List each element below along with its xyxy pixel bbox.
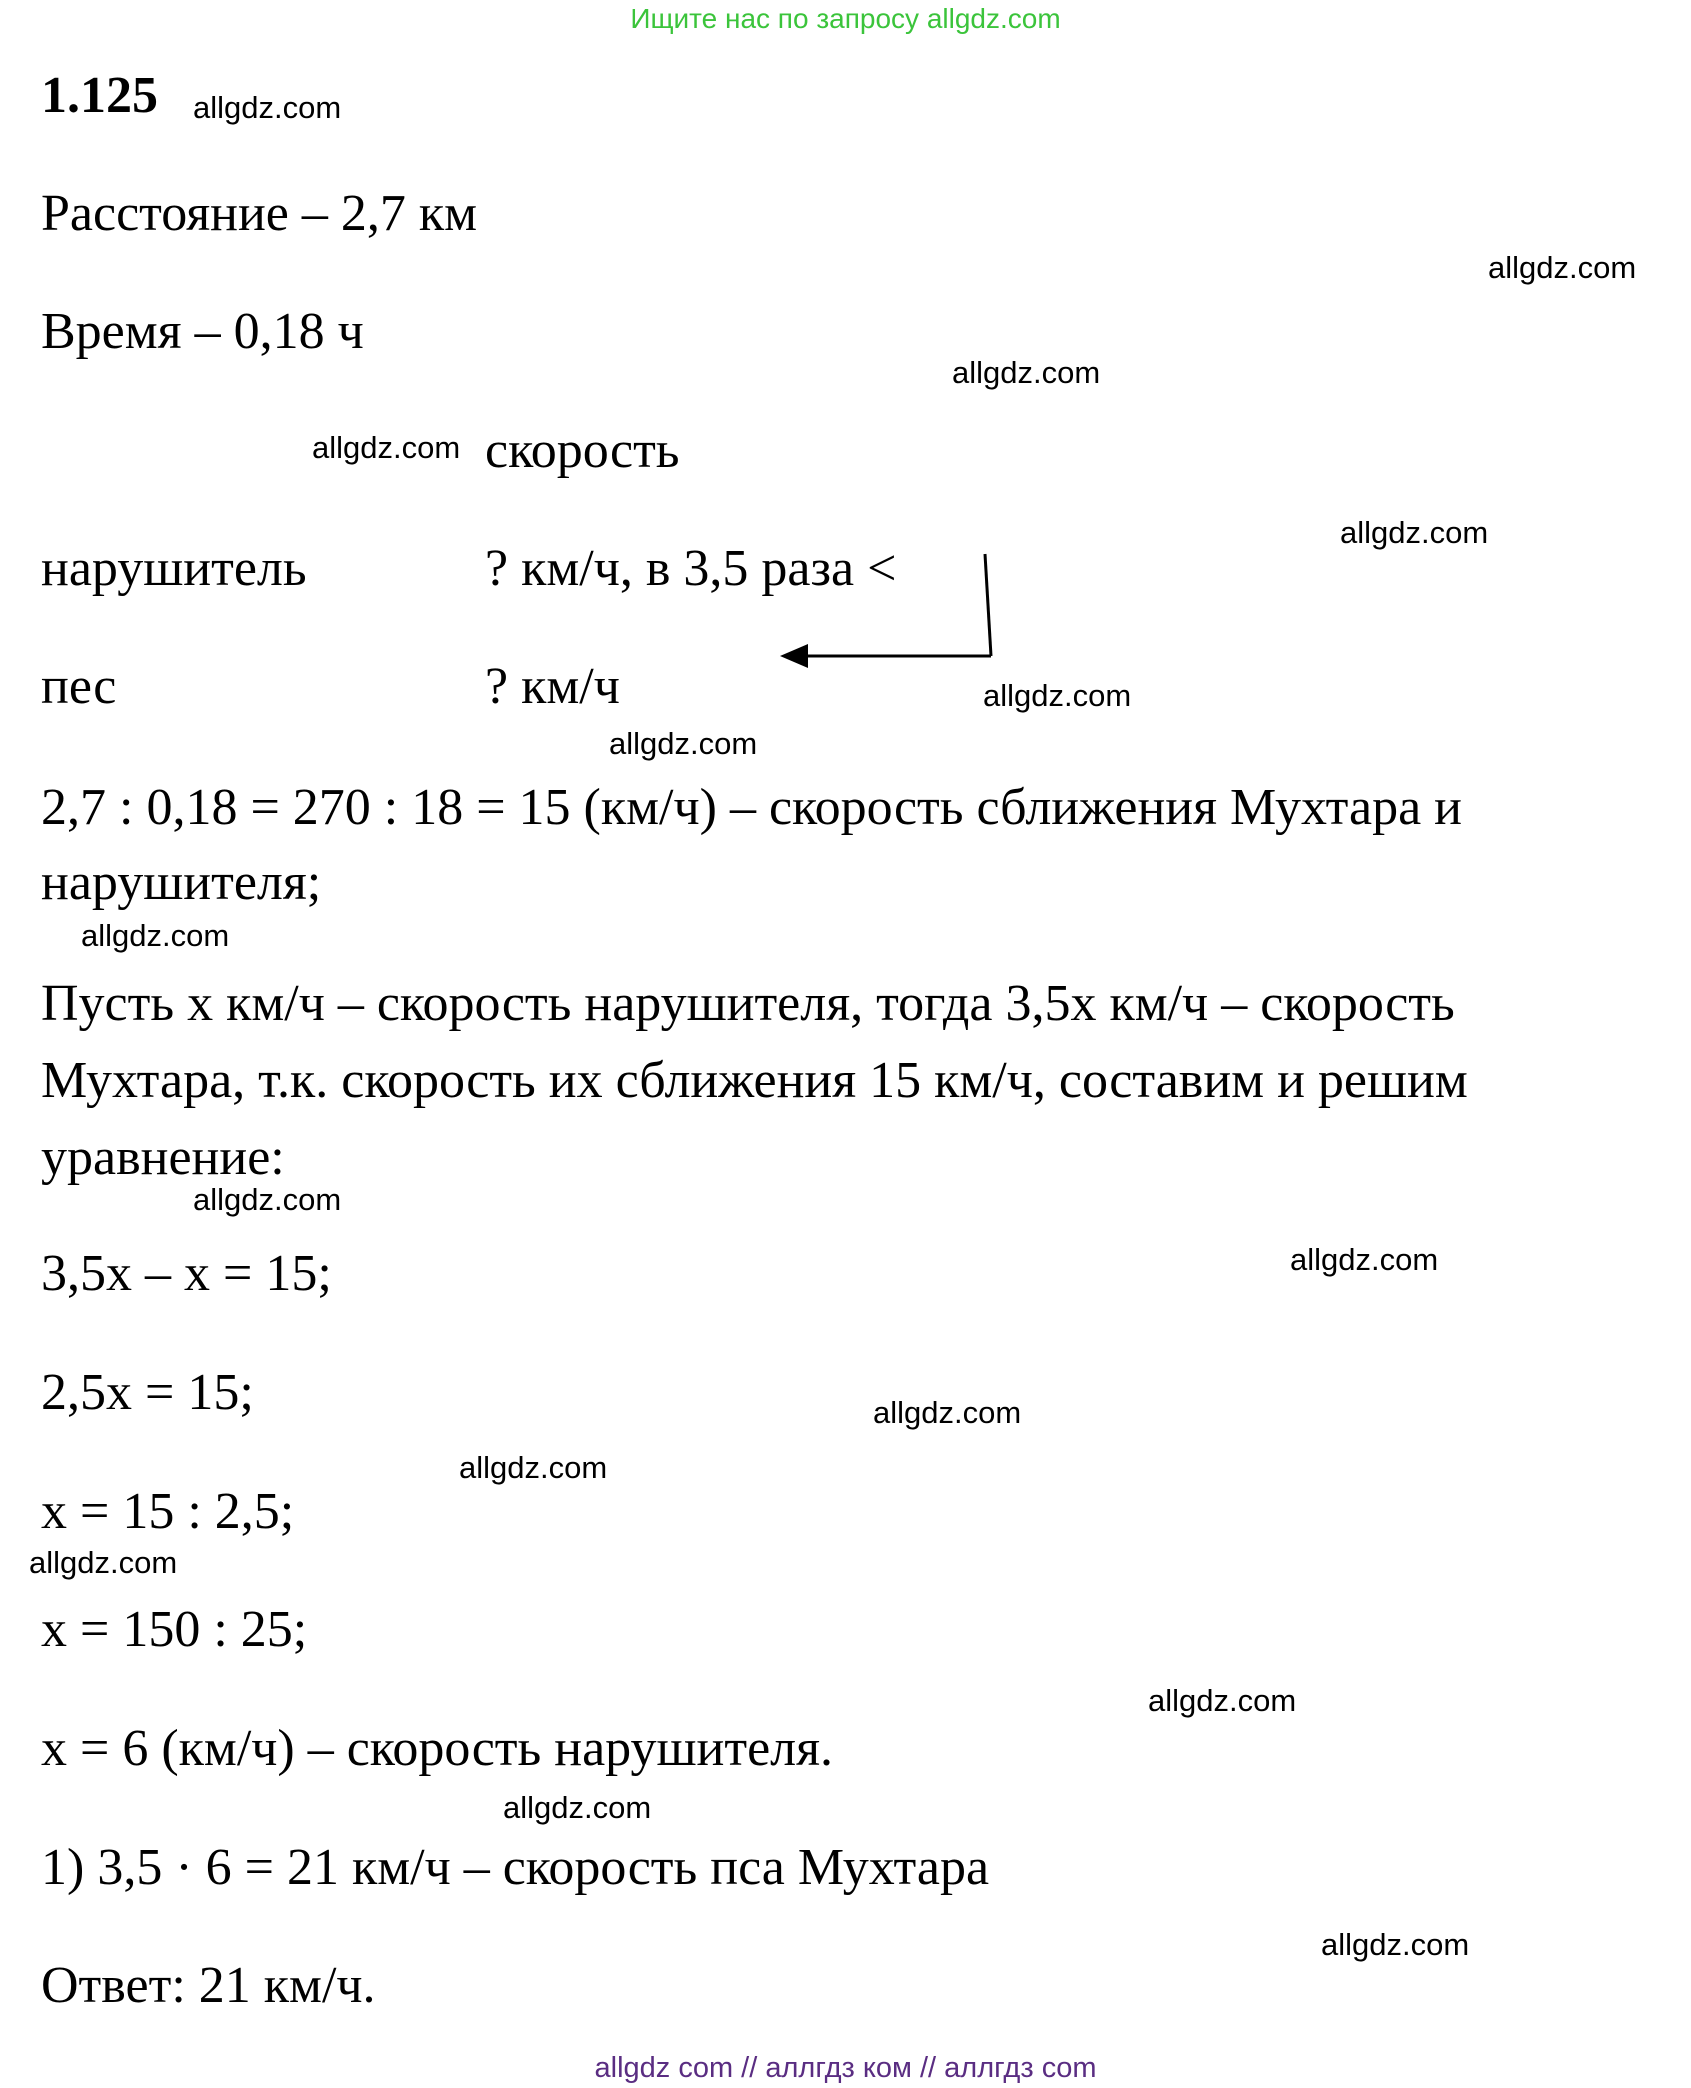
watermark: allgdz.com (459, 1450, 608, 1485)
given-time: Время – 0,18 ч (41, 303, 364, 360)
equation-1: 3,5х – х = 15; (41, 1245, 332, 1302)
table-row-label-dog: пес (41, 658, 117, 715)
watermark: allgdz.com (1488, 250, 1637, 285)
arrowhead (780, 644, 808, 668)
watermark: allgdz.com (81, 918, 230, 953)
answer: Ответ: 21 км/ч. (41, 1957, 376, 2014)
comparison-arrow-icon (770, 548, 1000, 668)
watermark: allgdz.com (983, 678, 1132, 713)
table-header-speed: скорость (485, 422, 680, 479)
watermark: allgdz.com (193, 1182, 342, 1217)
watermark: allgdz.com (1321, 1927, 1470, 1962)
watermark: allgdz.com (1148, 1683, 1297, 1718)
solution-step1-line1: 2,7 : 0,18 = 270 : 18 = 15 (км/ч) – скорость сближения Мухтара и (41, 779, 1463, 836)
arrow-vertical-line (985, 554, 991, 656)
top-banner: Ищите нас по запросу allgdz.com (630, 3, 1061, 34)
footer-links: allgdz com // аллгдз ком // аллгдз com (594, 2052, 1097, 2084)
table-row-value-dog: ? км/ч (485, 658, 620, 715)
equation-2: 2,5х = 15; (41, 1364, 254, 1421)
solution-let-line2: Мухтара, т.к. скорость их сближения 15 км/ч, составим и решим (41, 1052, 1468, 1109)
solution-let-line3: уравнение: (41, 1129, 285, 1186)
watermark: allgdz.com (312, 430, 461, 465)
task-number: 1.125 (41, 67, 158, 124)
equation-5: х = 6 (км/ч) – скорость нарушителя. (41, 1720, 834, 1777)
equation-4: х = 150 : 25; (41, 1601, 308, 1658)
table-row-value-violator: ? км/ч, в 3,5 раза < (485, 540, 897, 597)
watermark: allgdz.com (609, 726, 758, 761)
solution-let-line1: Пусть х км/ч – скорость нарушителя, тогда 3,5х км/ч – скорость (41, 975, 1455, 1032)
watermark: allgdz.com (503, 1790, 652, 1825)
solution-step1-line2: нарушителя; (41, 854, 322, 911)
watermark: allgdz.com (873, 1395, 1022, 1430)
final-step: 1) 3,5 · 6 = 21 км/ч – скорость пса Мухтара (41, 1839, 990, 1896)
watermark: allgdz.com (1340, 515, 1489, 550)
watermark: allgdz.com (1290, 1242, 1439, 1277)
given-distance: Расстояние – 2,7 км (41, 185, 478, 242)
watermark: allgdz.com (193, 90, 342, 125)
table-row-label-violator: нарушитель (41, 540, 307, 597)
watermark: allgdz.com (29, 1545, 178, 1580)
equation-3: х = 15 : 2,5; (41, 1483, 295, 1540)
watermark: allgdz.com (952, 355, 1101, 390)
